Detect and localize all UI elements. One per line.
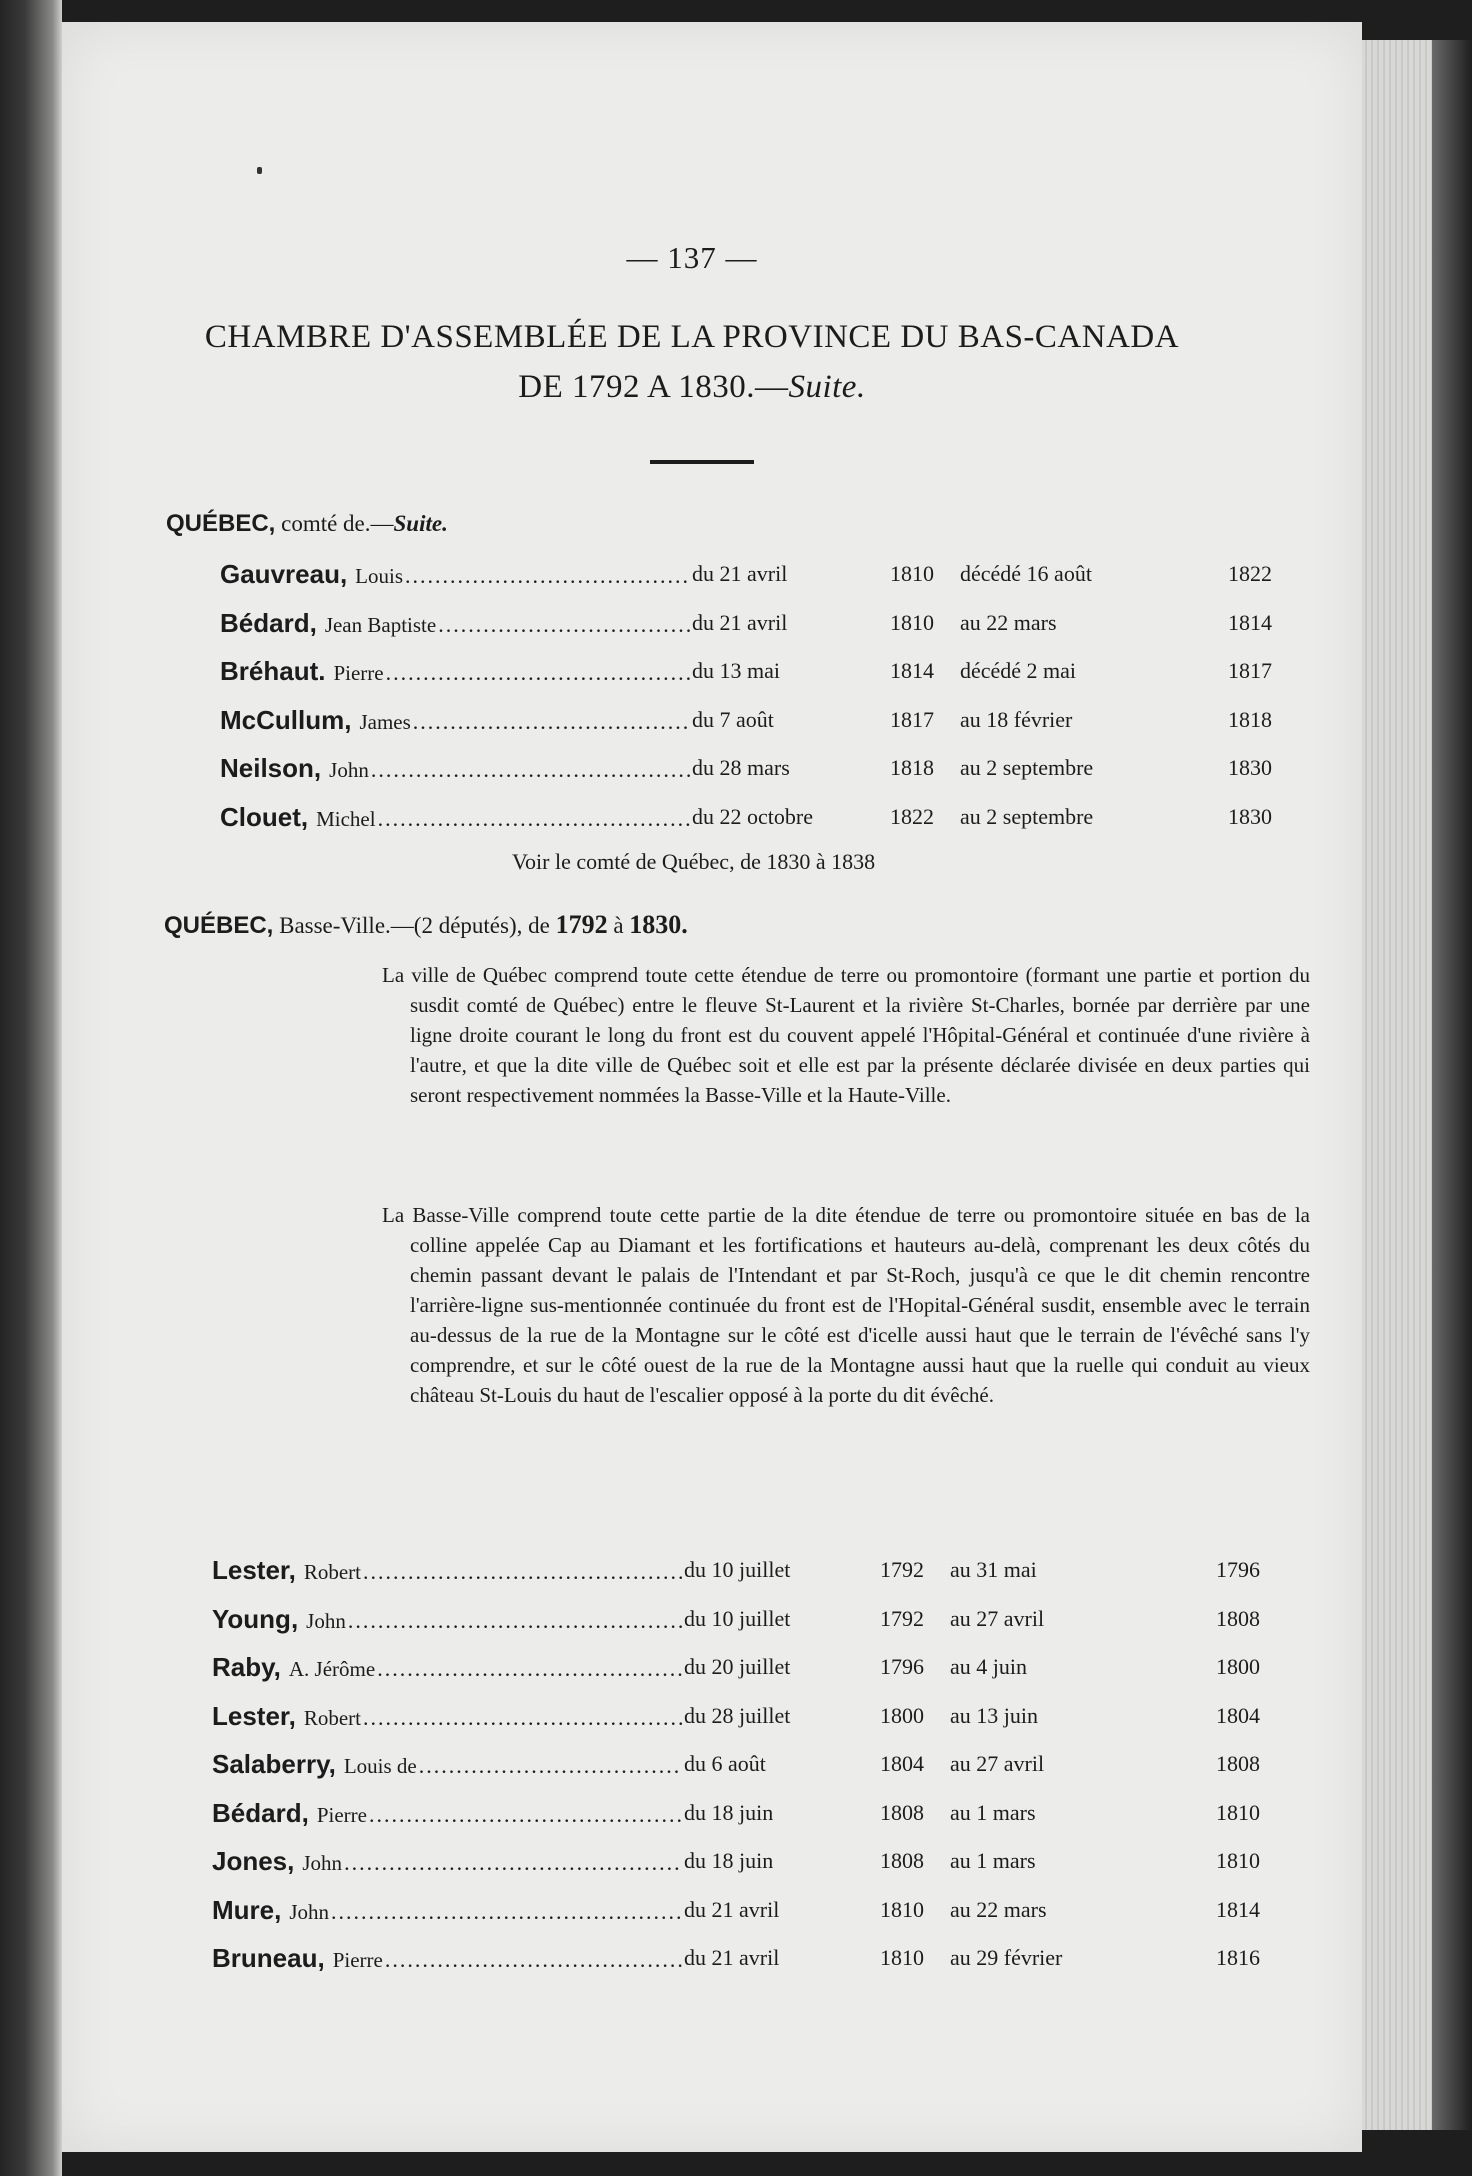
term-end-year: 1816 (1216, 1945, 1260, 1970)
term-end-year: 1814 (1216, 1896, 1260, 1922)
term-start-year: 1810 (880, 1945, 924, 1970)
section-text: Basse-Ville.—(2 députés), de (273, 913, 556, 938)
description-paragraph-1: La ville de Québec comprend toute cette étendue de terre ou promontoire (formant une partie et portion du susdit comté de Québec) entre le fleuve St-Laurent et la rivière St-Charles, bornée par derrière par une ligne droite courant le long du front est du couvent appelé l'Hôpital-Général et continuée d'une rivière à l'autre, et que la dite ville de Québec soit et elle est par la présente déclarée divisée en deux parties qui seront respectivement nommées la Basse-Ville et la Haute-Ville. (382, 963, 1310, 1107)
term-start-date: du 21 avril (684, 1896, 780, 1922)
term-start-year: 1792 (880, 1605, 924, 1631)
term-start-year: 1808 (880, 1799, 924, 1825)
title-rule (650, 460, 754, 464)
term-end-date: au 4 juin (950, 1654, 1027, 1679)
term-end-date: au 1 mars (950, 1848, 1036, 1873)
term-start-date: du 20 juillet (684, 1654, 791, 1679)
dot-leader (348, 1608, 682, 1634)
member-surname: Neilson, (220, 753, 322, 783)
term-end-date: au 13 juin (950, 1702, 1038, 1728)
section-heading-quebec-comte (166, 510, 448, 538)
term-start-date: du 28 mars (692, 755, 790, 780)
member-given-name: John (289, 1899, 330, 1924)
term-start-date: du 21 avril (692, 561, 788, 586)
term-end-year: 1822 (1228, 561, 1272, 586)
member-given-name: John (306, 1608, 346, 1633)
member-surname: Lester, (212, 1700, 296, 1731)
member-given-name: Michel (316, 806, 376, 831)
member-entry (220, 705, 1290, 745)
term-end-year: 1817 (1228, 658, 1272, 683)
term-end-date: au 18 février (960, 706, 1073, 732)
member-given-name: A. Jérôme (288, 1657, 376, 1681)
member-given-name: Louis de (343, 1754, 417, 1778)
term-end-date: au 27 avril (950, 1751, 1045, 1776)
section-heading-basse-ville (164, 910, 688, 940)
term-end-date: décédé 16 août (960, 561, 1092, 586)
member-given-name: Jean Baptiste (324, 612, 437, 637)
member-given-name: Pierre (316, 1802, 367, 1827)
term-end-date: au 2 septembre (960, 755, 1094, 780)
member-surname: Bréhaut. (220, 656, 326, 686)
member-surname: Lester, (212, 1555, 296, 1585)
term-end-date: au 27 avril (950, 1605, 1045, 1631)
member-entry (212, 1798, 1282, 1838)
term-start-year: 1796 (880, 1654, 924, 1679)
dot-leader (371, 757, 690, 783)
term-start-date: du 13 mai (692, 658, 780, 683)
section-text-mid: à (607, 913, 630, 938)
term-end-year: 1808 (1216, 1605, 1260, 1631)
member-given-name: John (329, 758, 369, 782)
dot-leader (331, 1899, 682, 1925)
title-line-2 (62, 362, 1322, 412)
term-end-date: au 2 septembre (960, 803, 1094, 829)
dot-leader (419, 1753, 682, 1779)
term-end-year: 1814 (1228, 609, 1272, 635)
member-surname: Bruneau, (212, 1943, 325, 1973)
title-suite: Suite. (788, 369, 866, 405)
term-end-year: 1800 (1216, 1654, 1260, 1679)
member-surname: Salaberry, (212, 1749, 336, 1779)
member-surname: Bédard, (220, 607, 317, 638)
member-given-name: Louis (355, 564, 404, 588)
left-page-edge (0, 0, 62, 2176)
term-start-year: 1810 (890, 609, 934, 635)
term-start-date: du 21 avril (692, 609, 788, 635)
dot-leader (344, 1850, 682, 1876)
term-start-date: du 10 juillet (684, 1557, 791, 1582)
title-line-2-main: DE 1792 A 1830.— (518, 369, 789, 405)
term-start-year: 1804 (880, 1751, 924, 1776)
term-end-date: au 22 mars (960, 609, 1057, 635)
term-end-year: 1830 (1228, 803, 1272, 829)
member-surname: McCullum, (220, 704, 352, 735)
member-given-name: Robert (303, 1560, 361, 1584)
page-number: — 137 — (626, 240, 758, 275)
member-given-name: Robert (303, 1705, 361, 1730)
dot-leader (363, 1705, 682, 1731)
term-end-year: 1810 (1216, 1799, 1260, 1825)
member-given-name: James (359, 709, 411, 734)
section-year-start: 1792 (555, 910, 608, 939)
section-suite: Suite. (393, 511, 448, 536)
member-surname: Jones, (212, 1846, 295, 1876)
section-place: QUÉBEC, (164, 912, 274, 939)
member-entry (220, 753, 1290, 793)
term-end-date: au 22 mars (950, 1896, 1047, 1922)
member-entry (220, 559, 1290, 599)
page-stack-shadow (1432, 40, 1472, 2130)
cross-reference-note: Voir le comté de Québec, de 1830 à 1838 (512, 849, 876, 874)
term-end-year: 1804 (1216, 1702, 1260, 1728)
term-start-year: 1810 (880, 1896, 924, 1922)
term-start-year: 1808 (880, 1848, 924, 1873)
member-surname: Clouet, (220, 801, 309, 832)
term-end-date: au 31 mai (950, 1557, 1037, 1582)
term-end-year: 1830 (1228, 755, 1272, 780)
term-start-year: 1818 (890, 755, 934, 780)
member-given-name: Pierre (332, 1948, 383, 1972)
dot-leader (438, 612, 690, 638)
member-entry (212, 1749, 1282, 1789)
term-start-date: du 21 avril (684, 1945, 780, 1970)
term-start-year: 1800 (880, 1702, 924, 1728)
term-end-date: au 1 mars (950, 1799, 1036, 1825)
member-entry (220, 656, 1290, 696)
page-title (62, 312, 1322, 412)
member-surname: Gauvreau, (220, 559, 348, 589)
term-end-date: au 29 février (950, 1945, 1063, 1970)
term-end-date: décédé 2 mai (960, 658, 1077, 683)
member-entry (212, 1943, 1282, 1983)
section-place: QUÉBEC, (166, 510, 276, 537)
member-entry (212, 1701, 1282, 1741)
member-entry (212, 1846, 1282, 1886)
term-start-year: 1792 (880, 1557, 924, 1582)
member-entry (220, 608, 1290, 648)
section-year-end: 1830. (629, 910, 688, 939)
ink-speck (257, 167, 262, 174)
page-stack-edge (1362, 40, 1432, 2130)
dot-leader (386, 660, 690, 686)
term-end-year: 1796 (1216, 1557, 1260, 1582)
term-start-date: du 18 juin (684, 1848, 774, 1873)
member-entry (212, 1555, 1282, 1595)
member-surname: Bédard, (212, 1797, 309, 1828)
dot-leader (377, 1656, 682, 1682)
term-end-year: 1818 (1228, 706, 1272, 732)
term-start-year: 1814 (890, 658, 934, 683)
term-start-year: 1810 (890, 561, 934, 586)
term-start-date: du 10 juillet (684, 1605, 791, 1631)
term-start-date: du 22 octobre (692, 803, 813, 829)
member-surname: Raby, (212, 1652, 281, 1682)
dot-leader (413, 709, 690, 735)
section-text: comté de.— (275, 511, 394, 536)
member-given-name: Pierre (333, 661, 384, 685)
description-paragraph-2: La Basse-Ville comprend toute cette partie de la dite étendue de terre ou promontoire située en bas de la colline appelée Cap au Diamant et les fortifications et hauteurs au-delà, comprenant les deux côtés du chemin passant devant le palais de l'Intendant et par St-Roch, jusqu'à ce que le dit chemin rencontre l'arrière-ligne sus-mentionnée continuée du front est de l'Hopital-Général susdit, ensemble avec le terrain au-dessus de la rue de la Montagne sur le côté est d'icelle aussi haut que le terrain de l'évêché sans l'y comprendre, et sur le côté ouest de la rue de la Montagne aussi haut que la ruelle qui conduit au vieux château St-Louis du haut de l'escalier opposé à la porte du dit évêché. (382, 1203, 1310, 1407)
term-start-date: du 7 août (692, 706, 774, 732)
dot-leader (385, 1947, 682, 1973)
dot-leader (405, 563, 690, 589)
member-entry (212, 1895, 1282, 1935)
member-entry (212, 1604, 1282, 1644)
term-end-year: 1808 (1216, 1751, 1260, 1776)
member-entry (220, 802, 1290, 842)
term-start-date: du 6 août (684, 1751, 766, 1776)
dot-leader (378, 806, 690, 832)
term-start-date: du 18 juin (684, 1799, 774, 1825)
member-entry (212, 1652, 1282, 1692)
dot-leader (363, 1559, 682, 1585)
member-surname: Young, (212, 1603, 299, 1634)
title-line-1: CHAMBRE D'ASSEMBLÉE DE LA PROVINCE DU BAS-CANADA (204, 319, 1180, 355)
book-page (62, 22, 1362, 2152)
term-end-year: 1810 (1216, 1848, 1260, 1873)
term-start-date: du 28 juillet (684, 1702, 791, 1728)
term-start-year: 1822 (890, 803, 934, 829)
term-start-year: 1817 (890, 706, 934, 732)
member-given-name: John (302, 1851, 343, 1875)
member-surname: Mure, (212, 1894, 282, 1925)
dot-leader (369, 1802, 682, 1828)
